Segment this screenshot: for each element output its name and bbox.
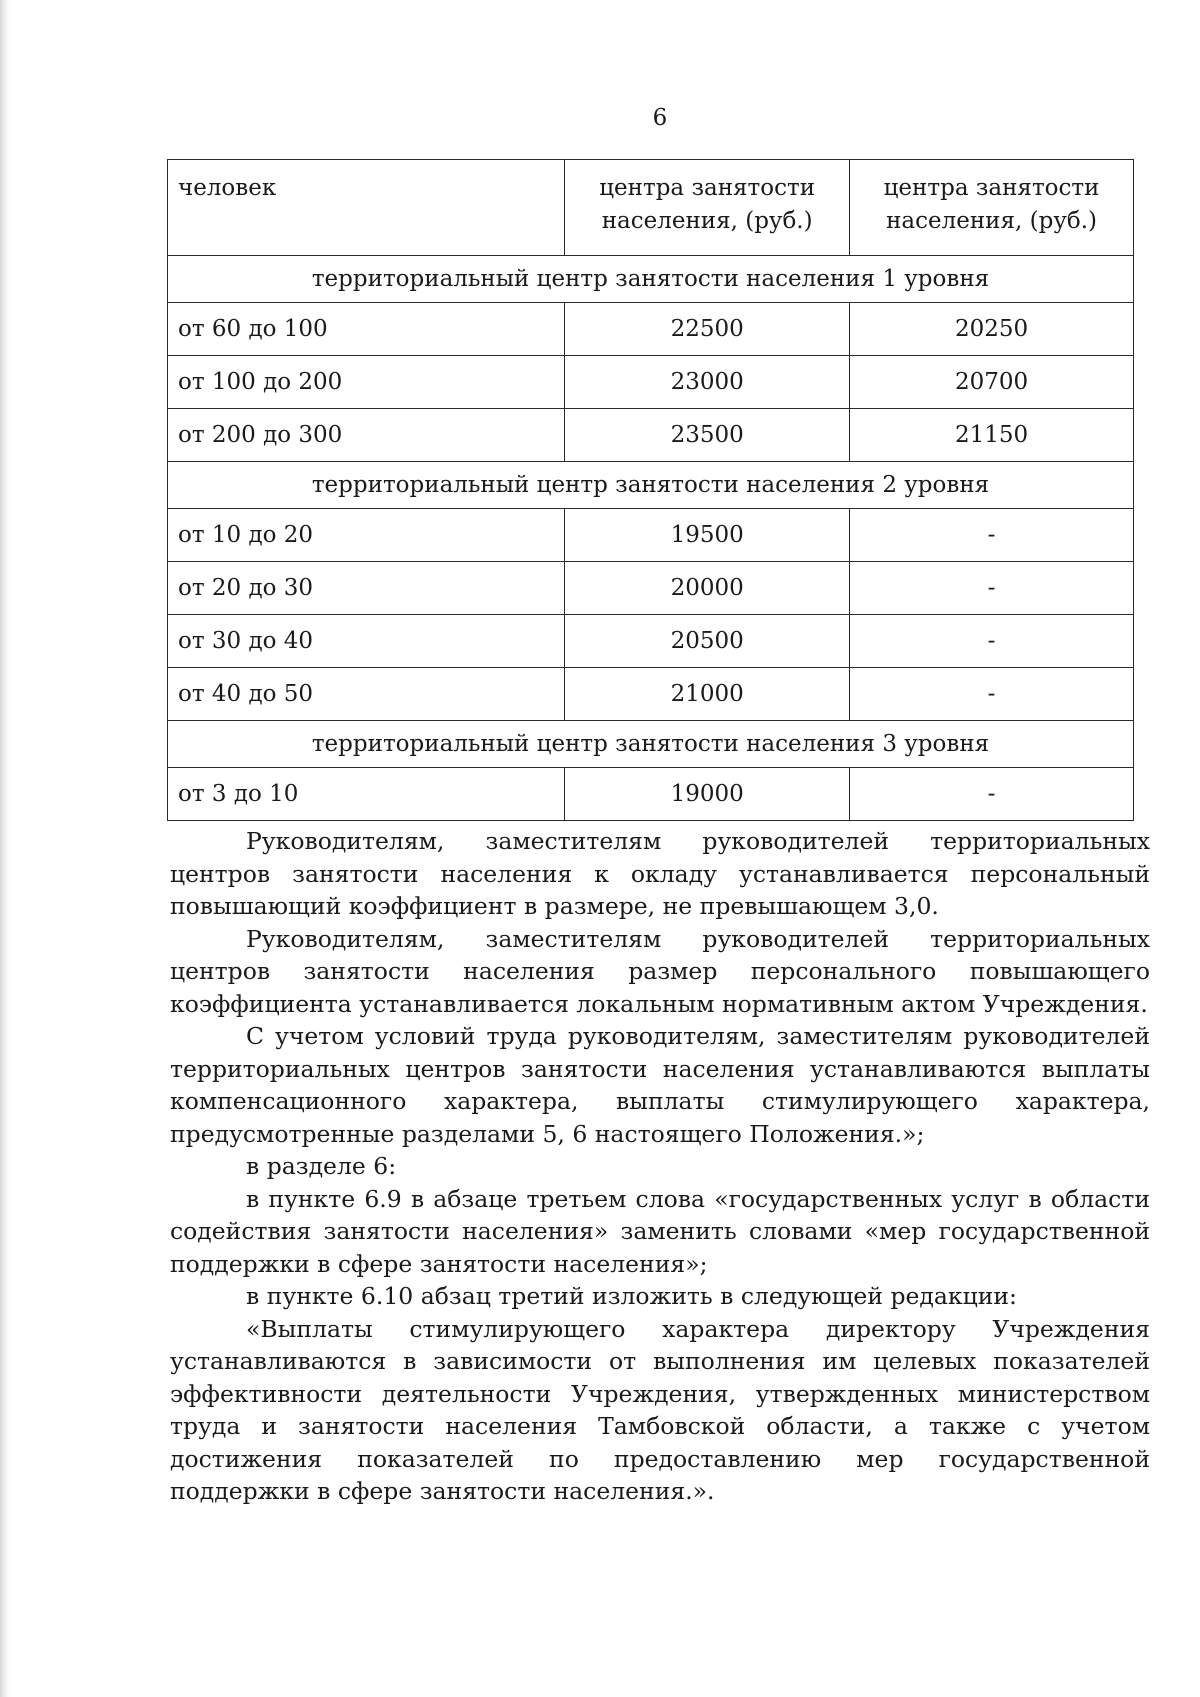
salary-table [167,159,1134,821]
paragraph: в пункте 6.9 в абзаце третьем слова «государственных услуг в области содействия занятости населения» заменить словами «мер государственной поддержки в сфере занятости населения»; [170,1184,1150,1278]
paragraph: «Выплаты стимулирующего характера директору Учреждения устанавливаются в зависимости от выполнения им целевых показателей эффективности деятельности Учреждения, утвержденных министерством труда и занятости населения Тамбовской области, а также с учетом достижения показателей по предоставлению мер государственной поддержки в сфере занятости населения.». [170,1314,1150,1505]
header-cell-col2: центра занятости населения, (руб.) [565,160,850,256]
value-cell: 20700 [850,356,1134,409]
group-row-level-2 [168,462,1134,509]
header-cell-col3: центра занятости населения, (руб.) [850,160,1134,256]
group-title: территориальный центр занятости населения 2 уровня [168,462,1134,509]
value-cell: - [850,615,1134,668]
range-cell: от 20 до 30 [168,562,565,615]
value-cell: 19000 [565,768,850,821]
paragraph: Руководителям, заместителям руководителей территориальных центров занятости населения к окладу устанавливается персональный повышающий коэффициент в размере, не превышающем 3,0. [170,827,1150,920]
group-title: территориальный центр занятости населения 3 уровня [168,721,1134,768]
value-cell: - [850,509,1134,562]
value-cell: - [850,668,1134,721]
group-row-level-3 [168,721,1134,768]
group-title: территориальный центр занятости населения 1 уровня [168,256,1134,303]
group-row-level-1 [168,256,1134,303]
range-cell: от 60 до 100 [168,303,565,356]
table-header-row [168,160,1134,256]
paragraph: С учетом условий труда руководителям, заместителям руководителей территориальных центров занятости населения устанавливаются выплаты компенсационного характера, выплаты стимулирующего характера, предусмотренные разделами 5, 6 настоящего Положения.»; [170,1022,1150,1148]
range-cell: от 10 до 20 [168,509,565,562]
value-cell: 20250 [850,303,1134,356]
value-cell: 23500 [565,409,850,462]
range-cell: от 3 до 10 [168,768,565,821]
value-cell: - [850,768,1134,821]
value-cell: 21000 [565,668,850,721]
body-text [170,825,1150,1508]
header-cell-people: человек [168,160,565,256]
range-cell: от 100 до 200 [168,356,565,409]
value-cell: 20000 [565,562,850,615]
value-cell: 21150 [850,409,1134,462]
table-row [168,668,1134,721]
table-row [168,615,1134,668]
table-row [168,768,1134,821]
table-row [168,356,1134,409]
paragraph: в пункте 6.10 абзац третий изложить в следующей редакции: [246,1282,1017,1310]
paragraph: Руководителям, заместителям руководителей территориальных центров занятости населения размер персонального повышающего коэффициента устанавливается локальным нормативным актом Учреждения. [170,924,1150,1018]
table-row [168,509,1134,562]
paragraph: в разделе 6: [246,1152,397,1180]
value-cell: 23000 [565,356,850,409]
value-cell: - [850,562,1134,615]
value-cell: 20500 [565,615,850,668]
table-row [168,409,1134,462]
table-row [168,303,1134,356]
range-cell: от 30 до 40 [168,615,565,668]
value-cell: 19500 [565,509,850,562]
value-cell: 22500 [565,303,850,356]
scan-edge [0,0,10,1697]
page-number: 6 [652,105,668,131]
range-cell: от 40 до 50 [168,668,565,721]
table-row [168,562,1134,615]
range-cell: от 200 до 300 [168,409,565,462]
